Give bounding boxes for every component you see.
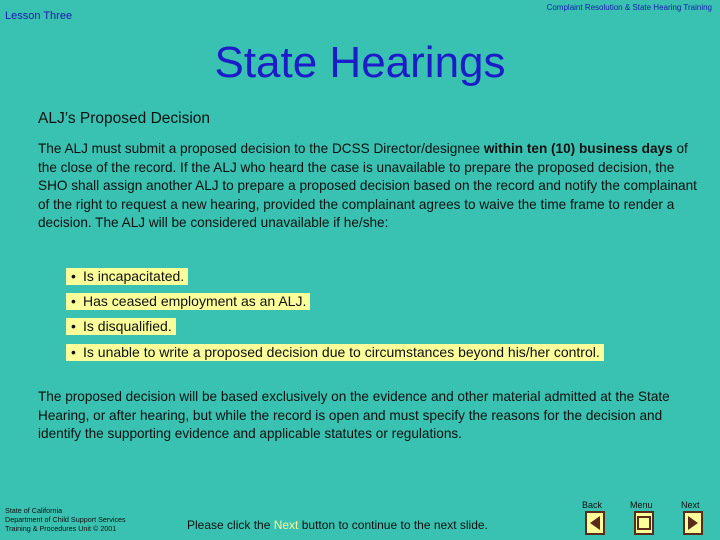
intro-text-end: of the close of the record. If the ALJ who heard the case is unavailable to prepare the proposed decision, the SHO shall assign another ALJ to prepare a proposed decision based on the record and notify the complainant of the right to request a new hearing, provided the complainant agrees to waive the time frame to render a decision. The ALJ will be considered unavailable if he/she: (38, 141, 697, 230)
section-subtitle: ALJ’s Proposed Decision (38, 110, 211, 127)
bullet-dot-icon: • (71, 268, 76, 284)
bullet-dot-icon: • (71, 318, 76, 334)
bullet-item (66, 293, 310, 310)
next-arrow-icon (685, 513, 701, 533)
next-label: Next (681, 500, 700, 510)
bullet-text: Is incapacitated. (83, 268, 185, 284)
page-title: State Hearings (214, 38, 506, 87)
bullet-text: Has ceased employment as an ALJ. (83, 293, 307, 309)
intro-text-bold: within ten (10) business days (483, 141, 673, 156)
navigation-prompt (187, 518, 488, 532)
bullet-item (66, 268, 188, 285)
bullet-text: Is unable to write a proposed decision due to circumstances beyond his/her control. (83, 344, 600, 360)
back-label: Back (582, 500, 603, 510)
bullet-dot-icon: • (71, 293, 76, 309)
menu-label: Menu (630, 500, 653, 510)
org-line: State of California (5, 506, 63, 515)
lesson-label: Lesson Three (5, 10, 73, 22)
prompt-next-word: Next (273, 518, 299, 532)
next-button[interactable] (683, 511, 703, 535)
bullet-item (66, 318, 176, 335)
bullet-item (66, 344, 604, 361)
org-line: Training & Procedures Unit © 2001 (5, 524, 117, 533)
menu-button[interactable] (634, 511, 654, 535)
bullet-dot-icon: • (71, 344, 76, 360)
back-arrow-icon (587, 513, 603, 533)
prompt-text: button to continue to the next slide. (298, 518, 488, 532)
menu-square-icon (636, 513, 652, 533)
back-button[interactable] (585, 511, 605, 535)
bullet-text: Is disqualified. (83, 318, 172, 334)
organization-credit (5, 506, 126, 533)
org-line: Department of Child Support Services (5, 515, 126, 524)
intro-text-start: The ALJ must submit a proposed decision to the DCSS Director/designee (38, 141, 484, 156)
prompt-text: Please click the (187, 518, 274, 532)
course-title: Complaint Resolution & State Hearing Training (546, 3, 712, 12)
closing-paragraph: The proposed decision will be based exclusively on the evidence and other material admitted at the State Hearing, or after hearing, but while the record is open and must specify the reasons for the decision and identify the supporting evidence and applicable statutes or regulations. (38, 389, 670, 441)
intro-paragraph (38, 140, 698, 233)
